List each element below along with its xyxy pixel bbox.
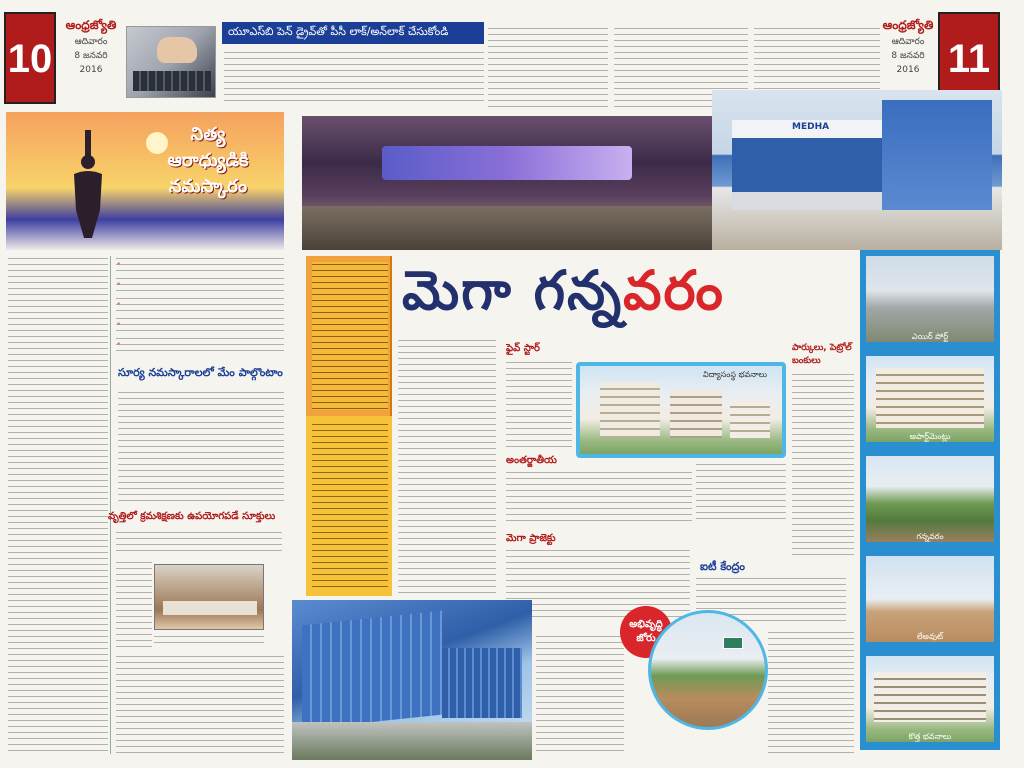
- highlights-text: [312, 262, 388, 410]
- college-photo-caption: [690, 370, 780, 381]
- road-shape: [302, 206, 722, 250]
- left-masthead-day: ఆదివారం: [74, 37, 108, 47]
- right-masthead-date: 8 జనవరి: [891, 51, 925, 61]
- sub-head-parks-text: పార్కులు, పెట్రోల్ బంకులు: [792, 343, 852, 366]
- bullet-item: [116, 316, 284, 332]
- highlights-sidebar-lower: [306, 416, 392, 596]
- apartment-block-2: [670, 390, 722, 438]
- left-masthead-date: 8 జనవరి: [74, 51, 108, 61]
- land-photo-circle: [648, 610, 768, 730]
- sub-head-it-centre-text: ఐటీ కేంద్రం: [700, 560, 745, 573]
- meeting-photo: [154, 564, 264, 630]
- bullet-item: [116, 276, 284, 292]
- development-burst-text: అభివృద్ధి జోరు: [629, 619, 663, 644]
- yoga-article-column: [8, 256, 108, 754]
- sub-head-five-star-text: ఫైవ్ స్టార్: [506, 343, 540, 354]
- table-shape: [163, 601, 257, 615]
- right-masthead-day: ఆదివారం: [891, 37, 925, 47]
- sub-head-mega-project: [506, 532, 596, 546]
- sub-head-five-star: [506, 342, 576, 356]
- side-apartment-block: [876, 368, 984, 428]
- article-col-a: [398, 338, 496, 598]
- building-label-text: MEDHA: [792, 122, 830, 132]
- right-masthead-year: 2016: [896, 65, 920, 75]
- airport-night-photo: [302, 116, 722, 250]
- article-col-g: [792, 372, 854, 558]
- side-caption-4-text: లేఅవుట్: [916, 632, 944, 641]
- column-rule: [110, 256, 111, 754]
- bottom-article-sub: [116, 530, 282, 554]
- side-caption-2: [866, 432, 994, 442]
- surya-namaskar-article: [118, 390, 284, 502]
- side-caption-2-text: అపార్ట్‌మెంట్లు: [909, 432, 951, 441]
- left-page-number-text: 10: [7, 37, 53, 81]
- bullet-item: [116, 336, 284, 352]
- top-article-col-1: [488, 26, 608, 110]
- building-block: [732, 120, 882, 210]
- headline-part-2: వరం: [623, 259, 725, 322]
- sub-head-it-centre: [700, 560, 800, 574]
- side-caption-5-text: కొత్త భవనాలు: [908, 732, 952, 741]
- college-photo-caption-text: విద్యాసంస్థ భవనాలు: [703, 370, 767, 379]
- hand-shape: [157, 37, 197, 63]
- side-caption-3-text: గన్నవరం: [916, 532, 944, 541]
- main-headline: [402, 256, 858, 330]
- side-caption-4: [866, 632, 994, 642]
- medha-building-photo: [712, 90, 1002, 250]
- tech-headline: [222, 22, 484, 44]
- sub-head-mega-project-text: మెగా ప్రాజెక్టు: [506, 533, 556, 544]
- glass-tower: [302, 611, 442, 730]
- bullet-item: [116, 296, 284, 312]
- yoga-title-line-1: నిత్య: [190, 124, 226, 145]
- building-label: [792, 122, 829, 132]
- yoga-title-line-3: నమస్కారం: [168, 176, 248, 197]
- article-col-d: [696, 462, 786, 524]
- side-caption-1-text: ఎయిర్ పోర్ట్: [911, 332, 949, 341]
- side-long-building: [874, 672, 986, 722]
- bottom-article-b: [768, 630, 854, 754]
- side-photo-gannavaram: [866, 456, 994, 542]
- glass-annex: [442, 648, 522, 718]
- side-photo-airport: [866, 256, 994, 342]
- left-page-number: [4, 12, 56, 104]
- yoga-banner: [6, 112, 284, 250]
- plaza-road: [292, 722, 532, 760]
- terminal-shape: [382, 146, 632, 180]
- meeting-photo-caption: [154, 634, 264, 648]
- sub-head-international-text: అంతర్జాతీయ: [506, 455, 557, 466]
- left-masthead-year: 2016: [79, 65, 103, 75]
- bottom-article-text: [116, 654, 284, 754]
- side-photo-new-buildings: [866, 656, 994, 742]
- surya-namaskar-heading-text: సూర్య నమస్కారాలలో మేం పాల్గొంటాం: [118, 366, 283, 379]
- left-masthead-brand: ఆంధ్రజ్యోతి: [65, 18, 117, 32]
- college-building-photo: [576, 362, 786, 458]
- sub-head-international: [506, 454, 576, 468]
- building-tower: [882, 100, 992, 210]
- right-page-number-text: 11: [947, 37, 991, 81]
- highlights-sidebar: [306, 256, 392, 416]
- apartment-block-3: [730, 400, 770, 438]
- pendrive-photo: [126, 26, 216, 98]
- headline-part-1: మెగా గన్న: [402, 259, 624, 322]
- yoga-title: [138, 122, 278, 242]
- article-col-c: [506, 470, 692, 526]
- side-caption-5: [866, 732, 994, 742]
- side-caption-1: [866, 332, 994, 342]
- highlights-lower-text: [312, 422, 388, 590]
- bottom-left-column-text: [116, 560, 152, 652]
- bottom-section-heading-text: వృత్తిలో క్రమశిక్షణకు ఉపయోగపడే సూక్తులు: [108, 511, 276, 522]
- bullet-item: [116, 256, 284, 272]
- right-masthead: [882, 18, 934, 98]
- side-photo-apartments: [866, 356, 994, 442]
- tech-headline-text: యూఎస్‌బి పెన్ డ్రైవ్‌తో పీసీ లాక్/అన్‌లాక్ చేసుకోండి: [228, 25, 449, 38]
- side-photo-layout: [866, 556, 994, 642]
- bottom-section-heading: [108, 510, 284, 526]
- signboard-icon: [723, 637, 743, 649]
- glass-building-photo: [292, 600, 532, 760]
- yoga-figure-icon: [68, 130, 108, 242]
- right-masthead-brand: ఆంధ్రజ్యోతి: [882, 18, 934, 32]
- side-caption-3: [866, 532, 994, 542]
- sub-head-parks: [792, 342, 856, 370]
- tech-article-text: [224, 50, 484, 106]
- yoga-bullet-list: [116, 256, 284, 356]
- apartment-block-1: [600, 382, 660, 438]
- article-col-b: [506, 360, 572, 448]
- surya-namaskar-heading: [118, 366, 284, 382]
- yoga-title-line-2: ఆరాధ్యుడికి: [167, 150, 249, 171]
- left-masthead: [60, 18, 122, 98]
- keyboard-shape: [133, 71, 211, 91]
- bottom-article-a: [536, 634, 624, 754]
